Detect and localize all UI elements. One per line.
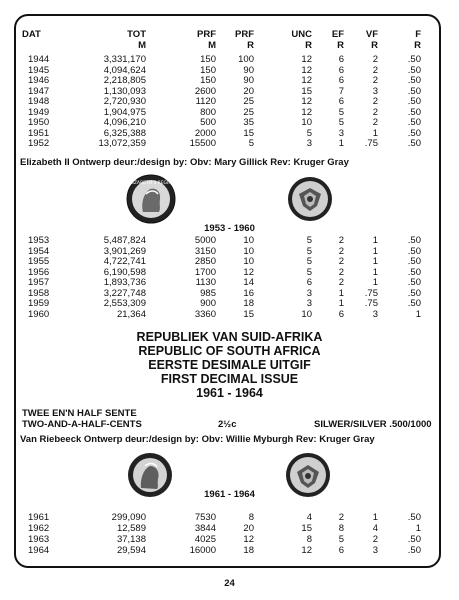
cell-vf-price: 1 bbox=[372, 235, 378, 246]
cell-total-mintage: 1,130,093 bbox=[103, 85, 146, 97]
cell-proof-mintage: 7530 bbox=[194, 512, 216, 523]
table-row bbox=[16, 535, 443, 545]
cell-unc-price: 5 bbox=[306, 245, 312, 257]
cell-unc-price: 5 bbox=[306, 256, 312, 267]
cell-proof-price: 18 bbox=[243, 545, 254, 556]
cell-vf-price: 2 bbox=[372, 54, 378, 65]
cell-unc-price: 12 bbox=[301, 54, 312, 65]
title-republic: REPUBLIC OF SOUTH AFRICA bbox=[138, 344, 321, 358]
cell-total-mintage: 21,364 bbox=[116, 308, 146, 320]
cell-unc-price: 8 bbox=[306, 534, 312, 545]
cell-total-mintage: 13,072,359 bbox=[98, 138, 146, 149]
title-years: 1961 - 1964 bbox=[196, 386, 263, 400]
svg-text:ELIZABETH II REGINA: ELIZABETH II REGINA bbox=[127, 181, 175, 186]
header-unc-unit: R bbox=[305, 40, 312, 51]
header-prf-r-unit: R bbox=[247, 40, 254, 51]
cell-proof-mintage: 2850 bbox=[194, 256, 216, 267]
coin-reverse-protea bbox=[287, 176, 333, 222]
cell-vf-price: 3 bbox=[372, 308, 378, 320]
table-row bbox=[16, 299, 443, 309]
cell-proof-mintage: 3360 bbox=[194, 308, 216, 320]
cell-f-price: .50 bbox=[407, 256, 421, 267]
cell-ef-price: 2 bbox=[338, 512, 344, 523]
mintage-table-1944-1952 bbox=[16, 55, 443, 150]
cell-unc-price: 12 bbox=[301, 64, 312, 76]
table-row bbox=[16, 268, 443, 278]
cell-unc-price: 3 bbox=[306, 298, 312, 309]
cell-proof-price: 18 bbox=[243, 298, 254, 309]
cell-ef-price: 2 bbox=[338, 277, 344, 288]
cell-year: 1944 bbox=[28, 54, 50, 65]
cell-ef-price: 1 bbox=[338, 287, 344, 299]
cell-unc-price: 10 bbox=[301, 308, 312, 320]
cell-vf-price: 1 bbox=[372, 256, 378, 267]
cell-proof-price: 10 bbox=[243, 245, 254, 257]
cell-vf-price: 3 bbox=[372, 85, 378, 97]
header-prf-r: PRF bbox=[235, 29, 254, 40]
cell-year: 1956 bbox=[28, 266, 50, 278]
cell-f-price: 1 bbox=[415, 523, 421, 534]
table-row bbox=[16, 247, 443, 257]
cell-f-price: .50 bbox=[407, 85, 421, 97]
table-row bbox=[16, 310, 443, 320]
cell-f-price: .50 bbox=[407, 277, 421, 288]
cell-proof-price: 12 bbox=[243, 534, 254, 545]
cell-proof-mintage: 2000 bbox=[194, 127, 216, 139]
cell-unc-price: 15 bbox=[301, 523, 312, 534]
cell-proof-mintage: 5000 bbox=[194, 235, 216, 246]
denomination-afrikaans: TWEE EN'N HALF SENTE bbox=[22, 408, 137, 419]
cell-vf-price: 2 bbox=[372, 75, 378, 86]
cell-ef-price: 6 bbox=[338, 64, 344, 76]
header-ef-unit: R bbox=[337, 40, 344, 51]
header-f: F bbox=[415, 29, 421, 40]
cell-f-price: .50 bbox=[407, 75, 421, 86]
cell-ef-price: 5 bbox=[338, 534, 344, 545]
cell-unc-price: 12 bbox=[301, 96, 312, 107]
cell-proof-mintage: 1700 bbox=[194, 266, 216, 278]
cell-total-mintage: 2,720,930 bbox=[103, 96, 146, 107]
cell-vf-price: 1 bbox=[372, 245, 378, 257]
cell-total-mintage: 4,722,741 bbox=[103, 256, 146, 267]
cell-proof-price: 100 bbox=[238, 54, 254, 65]
header-unc: UNC bbox=[291, 29, 312, 40]
cell-year: 1950 bbox=[28, 117, 50, 128]
table-row bbox=[16, 55, 443, 65]
cell-unc-price: 5 bbox=[306, 127, 312, 139]
cell-ef-price: 2 bbox=[338, 266, 344, 278]
cell-ef-price: 1 bbox=[338, 138, 344, 149]
cell-vf-price: 1 bbox=[372, 277, 378, 288]
header-vf: VF bbox=[365, 29, 378, 40]
cell-unc-price: 15 bbox=[301, 85, 312, 97]
cell-proof-price: 14 bbox=[243, 277, 254, 288]
cell-proof-mintage: 985 bbox=[200, 287, 216, 299]
table-row bbox=[16, 108, 443, 118]
cell-total-mintage: 6,190,598 bbox=[103, 266, 146, 278]
cell-ef-price: 2 bbox=[338, 245, 344, 257]
title-first-decimal: FIRST DECIMAL ISSUE bbox=[160, 372, 299, 386]
cell-proof-mintage: 3150 bbox=[194, 245, 216, 257]
cell-total-mintage: 4,094,624 bbox=[103, 64, 146, 76]
table-row bbox=[16, 546, 443, 556]
cell-total-mintage: 37,138 bbox=[116, 534, 146, 545]
cell-ef-price: 6 bbox=[338, 54, 344, 65]
cell-f-price: .50 bbox=[407, 106, 421, 118]
cell-vf-price: 1 bbox=[372, 266, 378, 278]
header-dat: DAT bbox=[22, 29, 41, 40]
cell-year: 1946 bbox=[28, 75, 50, 86]
cell-f-price: .50 bbox=[407, 96, 421, 107]
table-row bbox=[16, 87, 443, 97]
mintage-table-1953-1960 bbox=[16, 236, 443, 321]
metal-composition: SILWER/SILVER .500/1000 bbox=[314, 419, 432, 430]
cell-ef-price: 2 bbox=[338, 235, 344, 246]
cell-total-mintage: 1,893,736 bbox=[103, 277, 146, 288]
cell-ef-price: 6 bbox=[338, 545, 344, 556]
cell-proof-mintage: 900 bbox=[200, 298, 216, 309]
page-number: 24 bbox=[224, 578, 235, 589]
table-row bbox=[16, 524, 443, 534]
cell-proof-price: 35 bbox=[243, 117, 254, 128]
cell-ef-price: 6 bbox=[338, 308, 344, 320]
cell-f-price: .50 bbox=[407, 298, 421, 309]
cell-proof-mintage: 16000 bbox=[189, 545, 216, 556]
table-row bbox=[16, 76, 443, 86]
cell-f-price: .50 bbox=[407, 545, 421, 556]
cell-ef-price: 5 bbox=[338, 117, 344, 128]
cell-proof-mintage: 4025 bbox=[194, 534, 216, 545]
cell-year: 1949 bbox=[28, 106, 50, 118]
cell-year: 1963 bbox=[28, 534, 50, 545]
cell-year: 1957 bbox=[28, 277, 50, 288]
header-vf-unit: R bbox=[371, 40, 378, 51]
cell-proof-price: 90 bbox=[243, 64, 254, 76]
cell-unc-price: 12 bbox=[301, 545, 312, 556]
cell-total-mintage: 2,218,805 bbox=[103, 75, 146, 86]
cell-vf-price: .75 bbox=[364, 298, 378, 309]
cell-vf-price: 1 bbox=[372, 127, 378, 139]
cell-proof-price: 25 bbox=[243, 96, 254, 107]
period-label-1961-1964: 1961 - 1964 bbox=[204, 489, 255, 500]
cell-proof-mintage: 150 bbox=[200, 75, 216, 86]
table-row bbox=[16, 118, 443, 128]
cell-year: 1954 bbox=[28, 245, 50, 257]
mintage-table-1961-1964 bbox=[16, 513, 443, 558]
cell-proof-mintage: 1130 bbox=[195, 277, 216, 288]
table-row bbox=[16, 257, 443, 267]
cell-year: 1960 bbox=[28, 308, 50, 320]
cell-proof-price: 90 bbox=[243, 75, 254, 86]
coin-obverse-elizabeth bbox=[126, 174, 176, 224]
cell-proof-price: 25 bbox=[243, 106, 254, 118]
cell-total-mintage: 2,553,309 bbox=[103, 298, 146, 309]
cell-proof-price: 15 bbox=[243, 308, 254, 320]
table-row bbox=[16, 278, 443, 288]
cell-unc-price: 10 bbox=[301, 117, 312, 128]
cell-proof-price: 5 bbox=[248, 138, 254, 149]
cell-total-mintage: 3,901,269 bbox=[103, 245, 146, 257]
cell-unc-price: 5 bbox=[306, 235, 312, 246]
cell-proof-mintage: 800 bbox=[200, 106, 216, 118]
cell-unc-price: 3 bbox=[306, 287, 312, 299]
cell-ef-price: 3 bbox=[338, 127, 344, 139]
cell-total-mintage: 29,594 bbox=[116, 545, 146, 556]
cell-proof-price: 10 bbox=[243, 235, 254, 246]
table-row bbox=[16, 66, 443, 76]
cell-proof-mintage: 2600 bbox=[194, 85, 216, 97]
cell-total-mintage: 3,331,170 bbox=[103, 54, 146, 65]
cell-year: 1959 bbox=[28, 298, 50, 309]
cell-vf-price: 2 bbox=[372, 96, 378, 107]
cell-vf-price: 2 bbox=[372, 64, 378, 76]
cell-f-price: .50 bbox=[407, 64, 421, 76]
cell-ef-price: 2 bbox=[338, 256, 344, 267]
cell-f-price: .50 bbox=[407, 245, 421, 257]
cell-proof-mintage: 15500 bbox=[189, 138, 216, 149]
cell-proof-mintage: 150 bbox=[200, 64, 216, 76]
cell-f-price: .50 bbox=[407, 287, 421, 299]
cell-vf-price: 2 bbox=[372, 534, 378, 545]
title-eerste-desimale: EERSTE DESIMALE UITGIF bbox=[148, 358, 311, 372]
cell-unc-price: 4 bbox=[306, 512, 312, 523]
denomination-value: 2½c bbox=[218, 419, 237, 430]
header-prf: PRF bbox=[197, 29, 216, 40]
cell-ef-price: 7 bbox=[338, 85, 344, 97]
cell-year: 1945 bbox=[28, 64, 50, 76]
cell-unc-price: 5 bbox=[306, 266, 312, 278]
cell-total-mintage: 4,096,210 bbox=[103, 117, 146, 128]
cell-f-price: .50 bbox=[407, 534, 421, 545]
cell-vf-price: 2 bbox=[372, 117, 378, 128]
cell-total-mintage: 1,904,975 bbox=[103, 106, 146, 118]
cell-year: 1958 bbox=[28, 287, 50, 299]
cell-total-mintage: 6,325,388 bbox=[103, 127, 146, 139]
cell-year: 1948 bbox=[28, 96, 50, 107]
cell-vf-price: 3 bbox=[372, 545, 378, 556]
cell-vf-price: .75 bbox=[364, 287, 378, 299]
cell-proof-mintage: 1120 bbox=[195, 96, 216, 107]
cell-proof-price: 15 bbox=[243, 127, 254, 139]
cell-proof-price: 20 bbox=[243, 85, 254, 97]
cell-ef-price: 5 bbox=[338, 106, 344, 118]
header-tot-unit: M bbox=[138, 40, 146, 51]
design-credit-elizabeth: Elizabeth II Ontwerp deur:/design by: Obv: Mary Gillick Rev: Kruger Gray bbox=[20, 157, 349, 168]
cell-proof-price: 16 bbox=[243, 287, 254, 299]
cell-ef-price: 8 bbox=[338, 523, 344, 534]
cell-vf-price: .75 bbox=[364, 138, 378, 149]
cell-proof-price: 8 bbox=[248, 512, 254, 523]
table-row bbox=[16, 513, 443, 523]
cell-total-mintage: 5,487,824 bbox=[103, 235, 146, 246]
cell-proof-mintage: 150 bbox=[200, 54, 216, 65]
cell-year: 1955 bbox=[28, 256, 50, 267]
cell-proof-mintage: 3844 bbox=[194, 523, 216, 534]
cell-unc-price: 12 bbox=[301, 106, 312, 118]
cell-proof-price: 12 bbox=[243, 266, 254, 278]
cell-vf-price: 2 bbox=[372, 106, 378, 118]
cell-f-price: .50 bbox=[407, 512, 421, 523]
cell-total-mintage: 3,227,748 bbox=[103, 287, 146, 299]
title-republiek: REPUBLIEK VAN SUID-AFRIKA bbox=[136, 330, 323, 344]
design-credit-van-riebeeck: Van Riebeeck Ontwerp deur:/design by: Obv: Willie Myburgh Rev: Kruger Gray bbox=[20, 434, 375, 445]
table-row bbox=[16, 289, 443, 299]
cell-f-price: .50 bbox=[407, 138, 421, 149]
cell-unc-price: 12 bbox=[301, 75, 312, 86]
cell-proof-mintage: 500 bbox=[200, 117, 216, 128]
cell-ef-price: 6 bbox=[338, 96, 344, 107]
table-row bbox=[16, 139, 443, 149]
cell-f-price: .50 bbox=[407, 117, 421, 128]
table-row bbox=[16, 97, 443, 107]
cell-f-price: .50 bbox=[407, 266, 421, 278]
cell-year: 1961 bbox=[28, 512, 50, 523]
cell-year: 1953 bbox=[28, 235, 50, 246]
cell-unc-price: 6 bbox=[306, 277, 312, 288]
cell-year: 1952 bbox=[28, 138, 50, 149]
cell-year: 1947 bbox=[28, 85, 50, 97]
page-frame bbox=[14, 14, 441, 568]
cell-total-mintage: 12,589 bbox=[116, 523, 146, 534]
table-row bbox=[16, 129, 443, 139]
denomination-english: TWO-AND-A-HALF-CENTS bbox=[22, 419, 142, 430]
cell-year: 1951 bbox=[28, 127, 50, 139]
header-ef: EF bbox=[331, 29, 344, 40]
header-tot: TOT bbox=[127, 29, 146, 40]
cell-unc-price: 3 bbox=[306, 138, 312, 149]
cell-proof-price: 20 bbox=[243, 523, 254, 534]
table-row bbox=[16, 236, 443, 246]
cell-f-price: .50 bbox=[407, 54, 421, 65]
cell-ef-price: 1 bbox=[338, 298, 344, 309]
cell-f-price: .50 bbox=[407, 235, 421, 246]
header-f-unit: R bbox=[414, 40, 421, 51]
cell-total-mintage: 299,090 bbox=[111, 512, 146, 523]
cell-f-price: .50 bbox=[407, 127, 421, 139]
period-label-1953-1960: 1953 - 1960 bbox=[204, 223, 255, 234]
cell-vf-price: 1 bbox=[372, 512, 378, 523]
header-prf-unit: M bbox=[208, 40, 216, 51]
cell-year: 1964 bbox=[28, 545, 50, 556]
cell-ef-price: 6 bbox=[338, 75, 344, 86]
cell-proof-price: 10 bbox=[243, 256, 254, 267]
cell-year: 1962 bbox=[28, 523, 50, 534]
cell-vf-price: 4 bbox=[372, 523, 378, 534]
cell-f-price: 1 bbox=[415, 308, 421, 320]
